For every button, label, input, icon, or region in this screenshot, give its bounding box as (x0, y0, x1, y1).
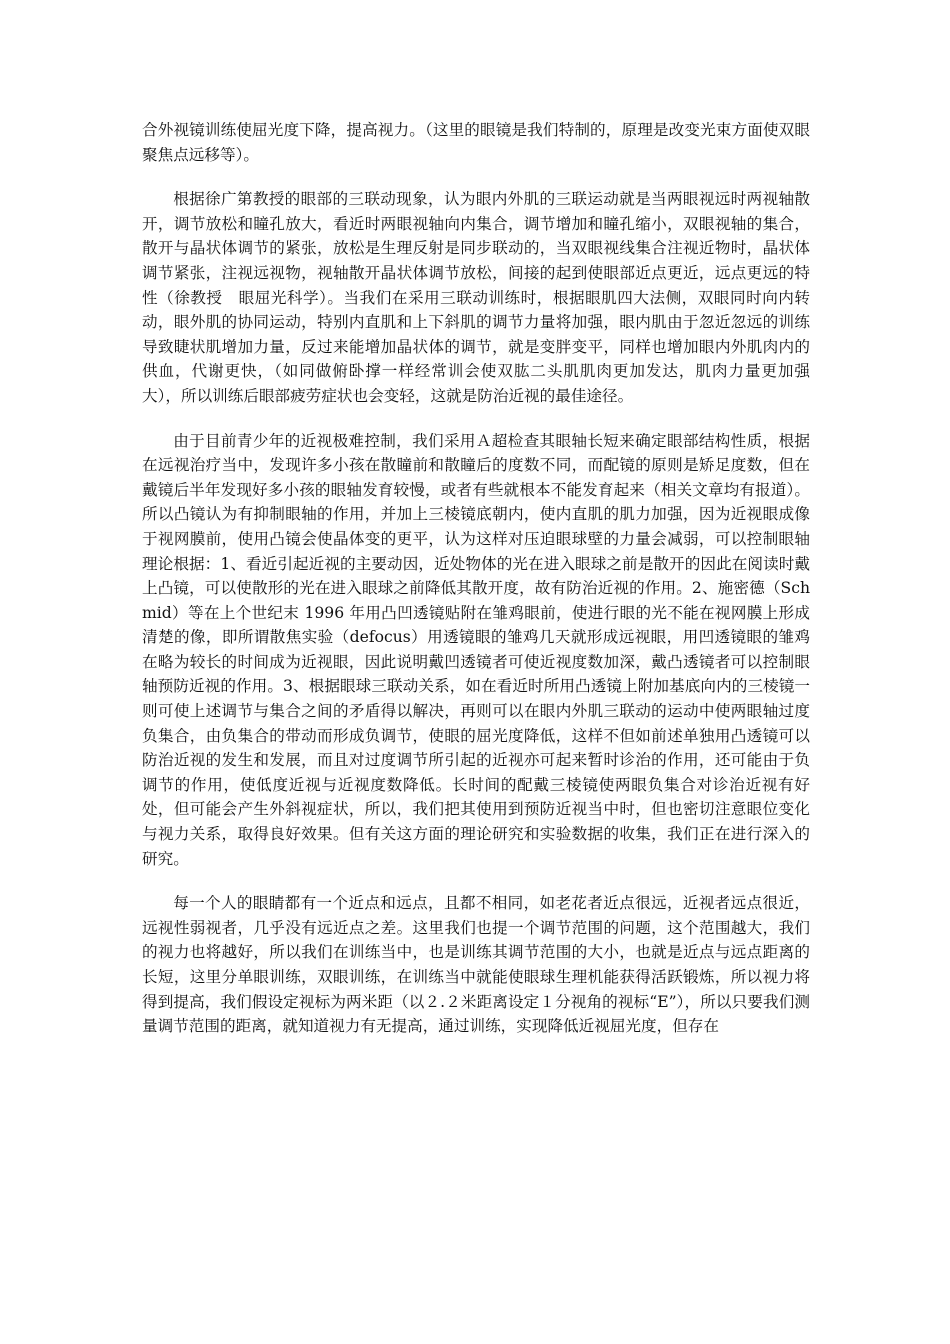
paragraph-gap (142, 167, 810, 187)
paragraph-continuation: 合外视镜训练使屈光度下降，提高视力。（这里的眼镜是我们特制的，原理是改变光束方面使双眼聚焦点远移等）。 (142, 121, 810, 164)
paragraph-gap (142, 409, 810, 429)
paragraph-triple-linkage: 根据徐广第教授的眼部的三联动现象，认为眼内外肌的三联运动就是当两眼视远时两视轴散开，调节放松和瞳孔放大，看近时两眼视轴向内集合，调节增加和瞳孔缩小，双眼视轴的集合，散开与晶状体调节的紧张，放松是生理反射是同步联动的，当双眼视线集合注视近物时，晶状体调节紧张，注视远视物，视轴散开晶状体调节放松，间接的起到使眼部近点更近，远点更远的特性（徐教授 眼屈光科学）。当我们在采用三联动训练时，根据眼肌四大法侧，双眼同时向内转动，眼外肌的协同运动，特别内直肌和上下斜肌的调节力量将加强，眼内肌由于忽近忽远的训练导致睫状肌增加力量，反过来能增加晶状体的调节，就是变胖变平，同样也增加眼内外肌肉内的供血，代谢更快，（如同做俯卧撑一样经常训会使双肱二头肌肌肉更加发达，肌肉力量更加强大），所以训练后眼部疲劳症状也会变轻，这就是防治近视的最佳途径。 (142, 190, 810, 405)
document-page (142, 118, 810, 1039)
paragraph-near-far-point: 每一个人的眼睛都有一个近点和远点，且都不相同，如老花者近点很远，近视者远点很近，远视性弱视者，几乎没有远近点之差。这里我们也提一个调节范围的问题，这个范围越大，我们的视力也将越好，所以我们在训练当中，也是训练其调节范围的大小，也就是近点与远点距离的长短，这里分单眼训练，双眼训练，在训练当中就能使眼球生理机能获得活跃锻炼，所以视力将得到提高，我们假设定视标为两米距（以２.２米距离设定１分视角的视标“E”），所以只要我们测量调节范围的距离，就知道视力有无提高，通过训练，实现降低近视屈光度，但存在 (142, 894, 810, 1036)
paragraph-gap (142, 871, 810, 891)
paragraph-convex-lens-theory: 由于目前青少年的近视极难控制，我们采用Ａ超检查其眼轴长短来确定眼部结构性质，根据在远视治疗当中，发现许多小孩在散瞳前和散瞳后的度数不同，而配镜的原则是矫足度数，但在戴镜后半年发现好多小孩的眼轴发育较慢，或者有些就根本不能发育起来（相关文章均有报道）。所以凸镜认为有抑制眼轴的作用，并加上三棱镜底朝内，使内直肌的肌力加强，因为近视眼成像于视网膜前，使用凸镜会使晶体变的更平，认为这样对压迫眼球壁的力量会减弱，可以控制眼轴理论根据：1、看近引起近视的主要动因，近处物体的光在进入眼球之前是散开的因此在阅读时戴上凸镜，可以使散形的光在进入眼球之前降低其散开度，故有防治近视的作用。2、施密德（Schmid）等在上个世纪末 1996 年用凸凹透镜贴附在雏鸡眼前，使进行眼的光不能在视网膜上形成清楚的像，即所谓散焦实验（defocus）用透镜眼的雏鸡几天就形成远视眼，用凹透镜眼的雏鸡在略为较长的时间成为近视眼，因此说明戴凹透镜者可使近视度数加深，戴凸透镜者可以控制眼轴预防近视的作用。3、根据眼球三联动关系，如在看近时所用凸透镜上附加基底向内的三棱镜一则可使上述调节与集合之间的矛盾得以解决，再则可以在眼内外肌三联动的运动中使两眼轴过度负集合，由负集合的带动而形成负调节，使眼的屈光度降低，这样不但如前述单独用凸透镜可以防治近视的发生和发展，而且对过度调节所引起的近视亦可起来暂时诊治的作用，还可能由于负调节的作用，使低度近视与近视度数降低。长时间的配戴三棱镜使两眼负集合对诊治近视有好处，但可能会产生外斜视症状，所以，我们把其使用到预防近视当中时，但也密切注意眼位变化与视力关系，取得良好效果。但有关这方面的理论研究和实验数据的收集，我们正在进行深入的研究。 (142, 431, 810, 868)
